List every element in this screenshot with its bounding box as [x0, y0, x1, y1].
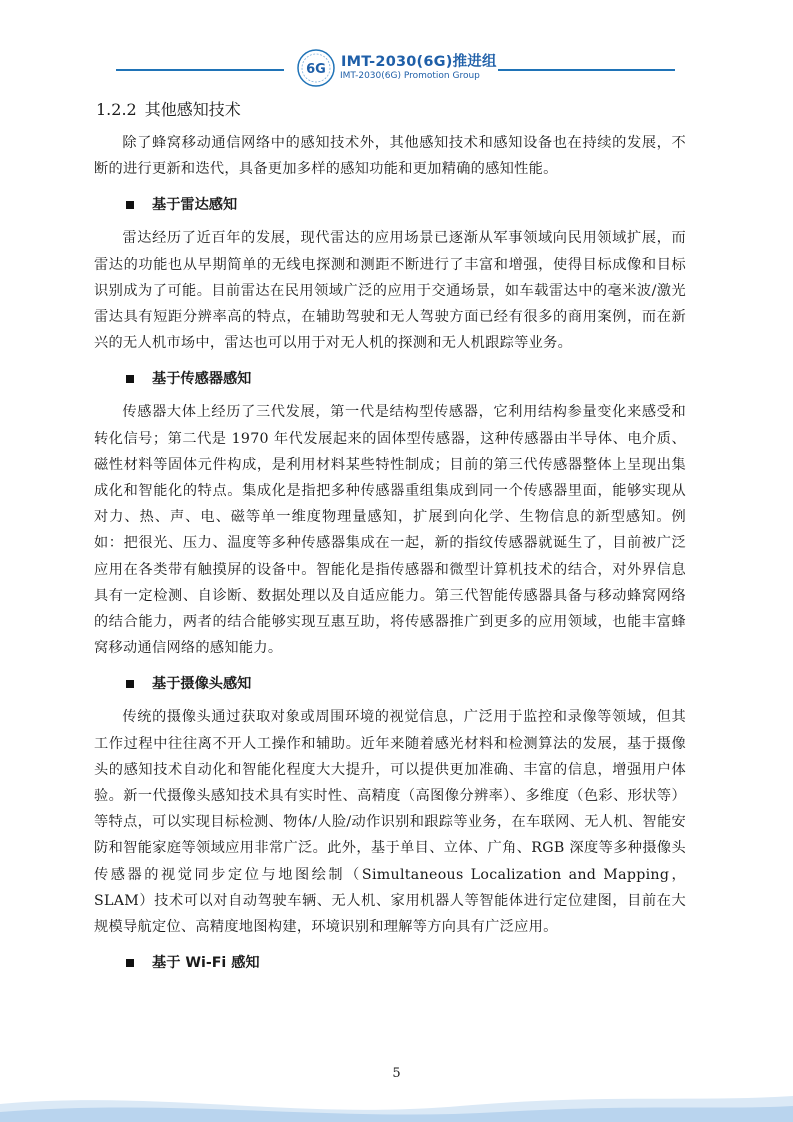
subsection-heading-camera	[126, 671, 686, 697]
square-bullet-icon	[126, 959, 134, 967]
section-heading	[96, 96, 686, 124]
subsection-title: 基于雷达感知	[152, 197, 238, 214]
subsection-title: 基于摄像头感知	[152, 676, 252, 693]
header-rule-right	[498, 69, 675, 71]
subsection-title: 基于传感器感知	[152, 371, 252, 388]
header-subtitle: IMT-2030(6G) Promotion Group	[340, 71, 480, 81]
page-number: 5	[392, 1066, 401, 1081]
header-title: IMT-2030(6G)推进组	[341, 54, 497, 70]
subsection-text-radar: 雷达经历了近百年的发展，现代雷达的应用场景已逐渐从军事领域向民用领域扩展，而雷达的功能也从早期简单的无线电探测和测距不断进行了丰富和增强，使得目标成像和目标识别成为了可能。目前雷达在民用领域广泛的应用于交通场景，如车载雷达中的毫米波/激光雷达具有短距分辨率高的特点，在辅助驾驶和无人驾驶方面已经有很多的商用案例，而在新兴的无人机市场中，雷达也可以用于对无人机的探测和无人机跟踪等业务。	[94, 230, 686, 352]
subsection-heading-sensor	[126, 366, 686, 392]
footer-wave-decoration	[0, 1086, 793, 1122]
subsection-title: 基于 Wi-Fi 感知	[152, 955, 260, 972]
square-bullet-icon	[126, 375, 134, 383]
logo-text: 6G	[306, 62, 326, 77]
section-title: 其他感知技术	[144, 100, 241, 119]
header-rule-left	[116, 69, 284, 71]
subsection-heading-wifi	[126, 950, 686, 976]
subsection-text-sensor: 传感器大体上经历了三代发展，第一代是结构型传感器，它利用结构参量变化来感受和转化信号；第二代是 1970 年代发展起来的固体型传感器，这种传感器由半导体、电介质、磁性材料等固体元件构成，是利用材料某些特性制成；目前的第三代传感器整体上呈现出集成化和智能化的特点。集成化是指把多种传感器重组集成到同一个传感器里面，能够实现从对力、热、声、电、磁等单一维度物理量感知，扩展到向化学、生物信息的新型感知。例如：把很光、压力、温度等多种传感器集成在一起，新的指纹传感器就诞生了，目前被广泛应用在各类带有触摸屏的设备中。智能化是指传感器和微型计算机技术的结合，对外界信息具有一定检测、自诊断、数据处理以及自适应能力。第三代智能传感器具备与移动蜂窝网络的结合能力，两者的结合能够实现互惠互助，将传感器推广到更多的应用领域，也能丰富蜂窝移动通信网络的感知能力。	[94, 404, 686, 657]
imt2030-logo-icon	[296, 48, 336, 88]
section-number: 1.2.2	[96, 100, 137, 119]
section-intro: 除了蜂窝移动通信网络中的感知技术外，其他感知技术和感知设备也在持续的发展，不断的进行更新和迭代，具备更加多样的感知功能和更加精确的感知性能。	[94, 135, 686, 178]
square-bullet-icon	[126, 201, 134, 209]
subsection-heading-radar	[126, 192, 686, 218]
square-bullet-icon	[126, 680, 134, 688]
subsection-text-camera: 传统的摄像头通过获取对象或周围环境的视觉信息，广泛用于监控和录像等领域，但其工作过程中往往离不开人工操作和辅助。近年来随着感光材料和检测算法的发展，基于摄像头的感知技术自动化和智能化程度大大提升，可以提供更加准确、丰富的信息，增强用户体验。新一代摄像头感知技术具有实时性、高精度（高图像分辨率）、多维度（色彩、形状等）等特点，可以实现目标检测、物体/人脸/动作识别和跟踪等业务，在车联网、无人机、智能安防和智能家庭等领域应用非常广泛。此外，基于单目、立体、广角、RGB 深度等多种摄像头传感器的视觉同步定位与地图绘制（Simultaneous Localization and Mapping，SLAM）技术可以对自动驾驶车辆、无人机、家用机器人等智能体进行定位建图，目前在大规模导航定位、高精度地图构建，环境识别和理解等方向具有广泛应用。	[94, 709, 686, 936]
page-content	[94, 96, 686, 983]
